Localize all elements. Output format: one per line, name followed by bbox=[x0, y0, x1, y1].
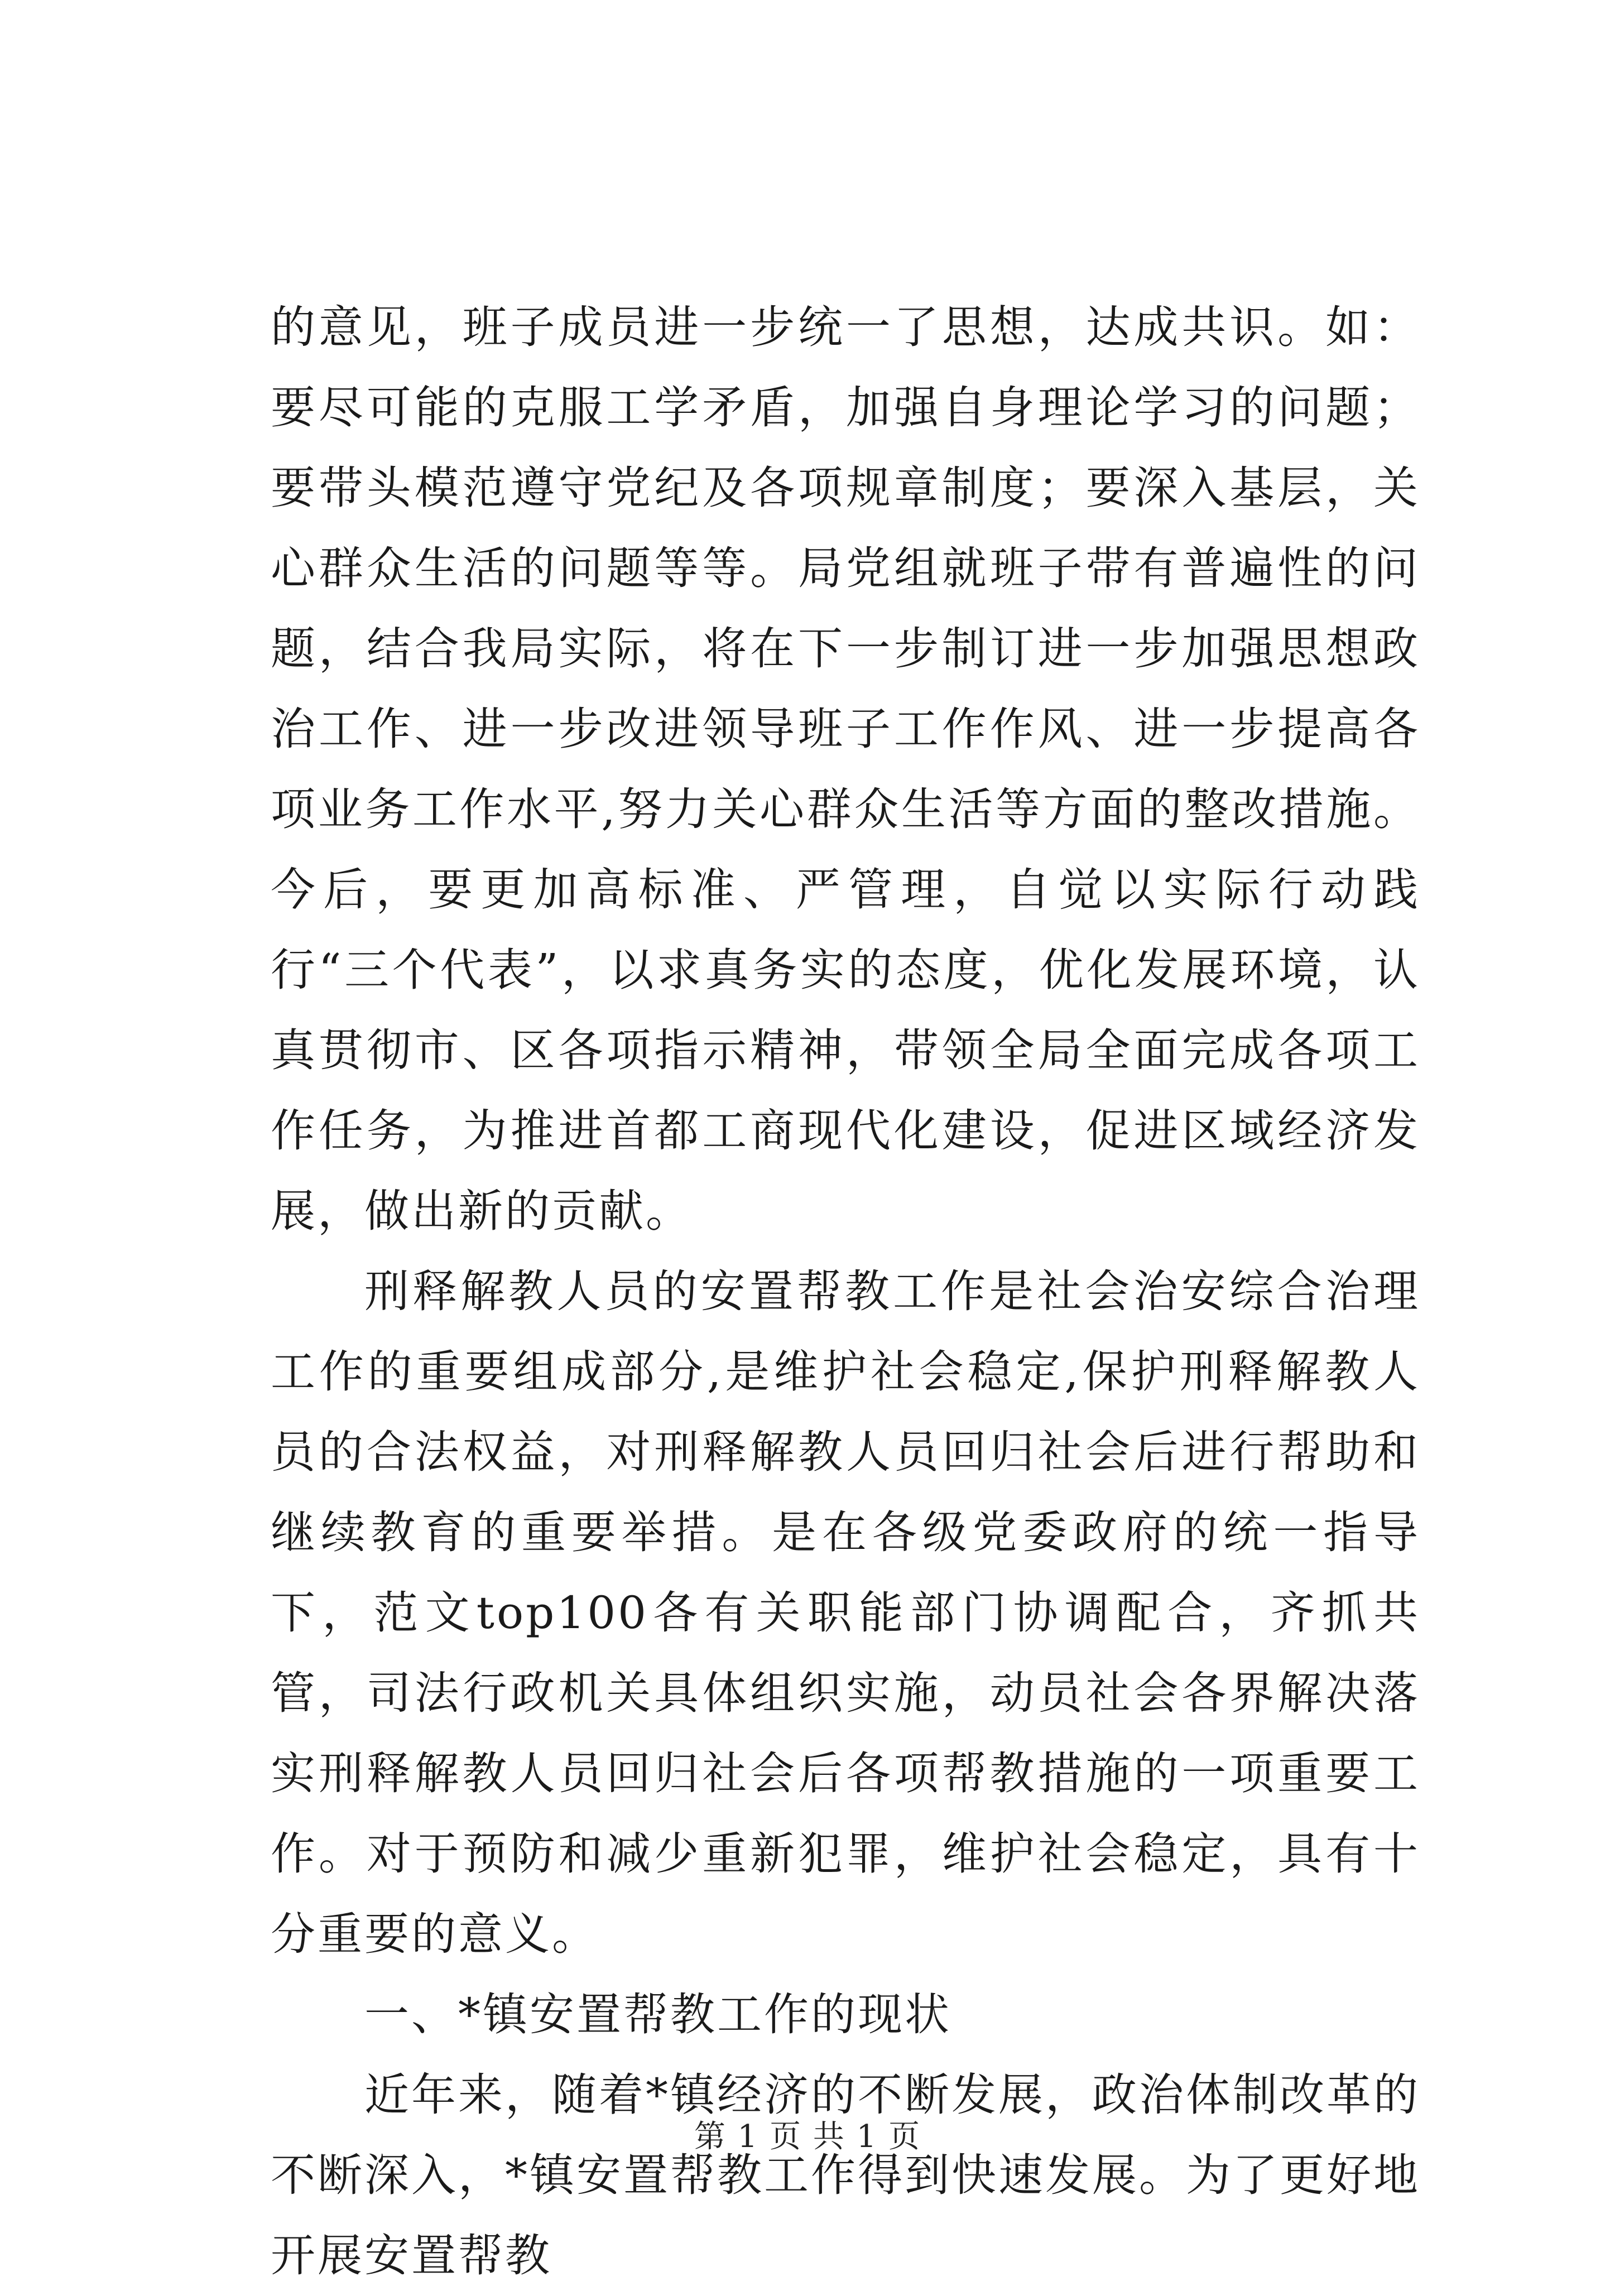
document-body bbox=[271, 287, 1420, 2296]
paragraph-resettlement-intro: 刑释解教人员的安置帮教工作是社会治安综合治理工作的重要组成部分,是维护社会稳定,保护刑释解教人员的合法权益，对刑释解教人员回归社会后进行帮助和继续教育的重要举措。是在各级党委政府的统一指导下，范文top100各有关职能部门协调配合，齐抓共管，司法行政机关具体组织实施，动员社会各界解决落实刑释解教人员回归社会后各项帮教措施的一项重要工作。对于预防和减少重新犯罪，维护社会稳定，具有十分重要的意义。 bbox=[271, 1265, 1420, 1960]
page-footer: 第 1 页 共 1 页 bbox=[694, 2119, 921, 2155]
paragraph-current-status: 近年来，随着*镇经济的不断发展，政治体制改革的不断深入，*镇安置帮教工作得到快速发展。为了更好地开展安置帮教 bbox=[271, 2069, 1420, 2281]
section-heading: 一、*镇安置帮教工作的现状 bbox=[364, 1989, 951, 2040]
paragraph-continuation: 的意见，班子成员进一步统一了思想，达成共识。如：要尽可能的克服工学矛盾，加强自身理论学习的问题；要带头模范遵守党纪及各项规章制度；要深入基层，关心群众生活的问题等等。局党组就班子带有普遍性的问题，结合我局实际，将在下一步制订进一步加强思想政治工作、进一步改进领导班子工作作风、进一步提高各项业务工作水平,努力关心群众生活等方面的整改措施。今后，要更加高标准、严管理，自觉以实际行动践行“三个代表”，以求真务实的态度，优化发展环境，认真贯彻市、区各项指示精神，带领全局全面完成各项工作任务，为推进首都工商现代化建设，促进区域经济发展，做出新的贡献。 bbox=[271, 301, 1420, 1237]
